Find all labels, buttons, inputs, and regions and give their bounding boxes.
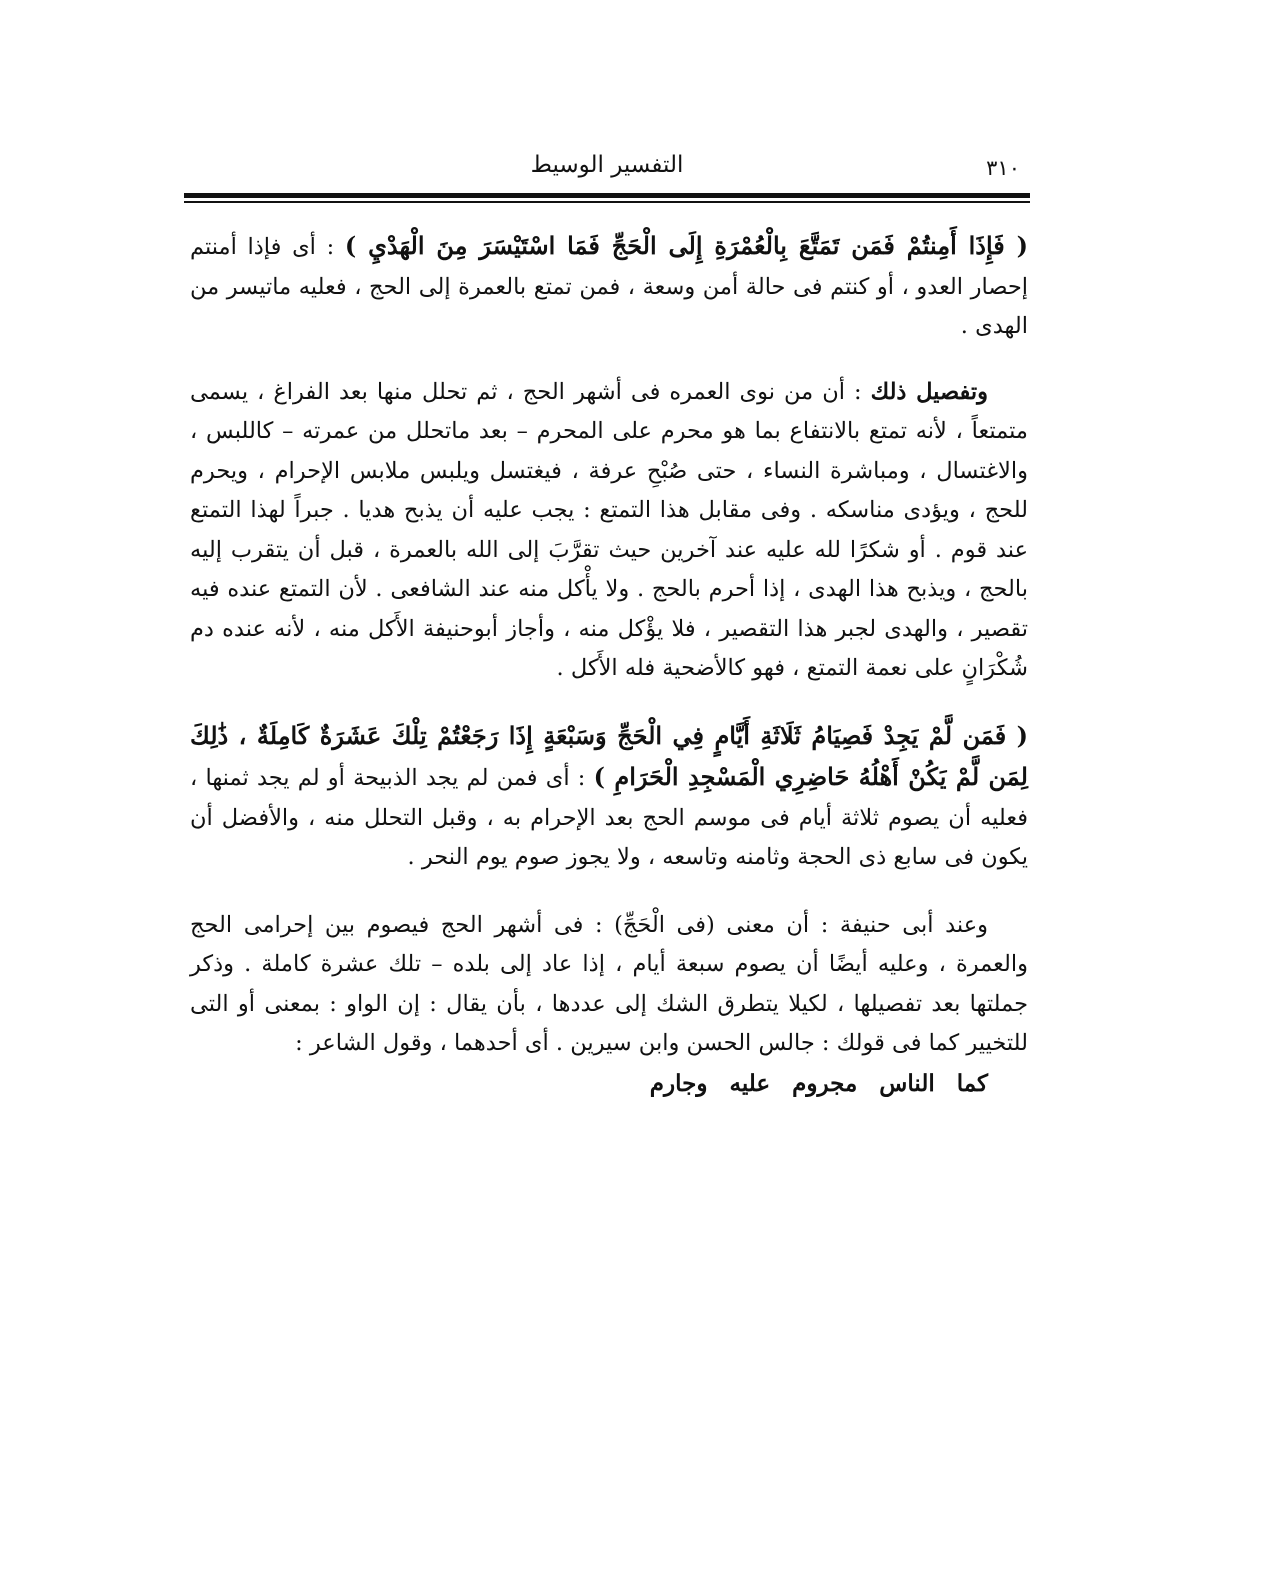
header-rule-thin <box>184 201 1030 203</box>
paragraph-lead: وتفصيل ذلك <box>870 378 988 405</box>
paragraph-text: : أن من نوى العمره فى أشهر الحج ، ثم تحلل منها بعد الفراغ ، يسمى متمتعاً ، لأنه تمتع بالانتفاع بما هو محرم على المحرم – بعد ماتحلل من عمرته – كاللبس ، والاغتسال ، ومباشرة النساء ، حتى صُبْحِ عرفة ، فيغتسل ويلبس ملابس الإحرام ، ويحرم للحج ، ويؤدى مناسكه . وفى مقابل هذا التمتع : يجب عليه أن يذبح هديا . جبراً لهذا التمتع عند قوم . أو شكرًا لله عليه عند آخرين حيث تقرَّبَ إلى الله بالعمرة ، قبل أن يتقرب إليه بالحج ، ويذبح هذا الهدى ، إذا أحرم بالحج . ولا يأْكل منه عند الشافعى . لأن التمتع عنده فيه تقصير ، والهدى لجبر هذا التقصير ، فلا يؤْكل منه ، وأجاز أبوحنيفة الأَكل منه ، لأنه عنده دم شُكْرَانٍ على نعمة التمتع ، فهو كالأضحية فله الأَكل . <box>190 378 1028 681</box>
header-rule-thick <box>184 193 1030 198</box>
paragraph-text: : أى فإذا أمنتم إحصار العدو ، أو كنتم فى حالة أمن وسعة ، فمن تمتع بالعمرة إلى الحج ، فعليه ماتيسر من الهدى . <box>190 234 1028 339</box>
page-body <box>190 226 1028 1104</box>
paragraph-4 <box>190 906 1028 1064</box>
poetry-line: كما الناس مجروم عليه وجارم <box>649 1069 988 1097</box>
quran-verse: ( فَمَن لَّمْ يَجِدْ فَصِيَامُ ثَلَاثَةِ أَيَّامٍ فِي الْحَجِّ وَسَبْعَةٍ إِذَا رَجَعْتُمْ تِلْكَ عَشَرَةٌ كَامِلَةٌ ، ذَٰلِكَ لِمَن لَّمْ يَكُنْ أَهْلُهُ حَاضِرِي الْمَسْجِدِ الْحَرَامِ ) <box>190 720 1028 791</box>
page-number: ٣١٠ <box>986 156 1020 180</box>
paragraph-text: وعند أبى حنيفة : أن معنى (فى الْحَجِّ) : فى أشهر الحج فيصوم بين إحرامى الحج والعمرة ، وعليه أيضًا أن يصوم سبعة أيام ، إذا عاد إلى بلده – تلك عشرة كاملة . وذكر جملتها بعد تفصيلها ، لكيلا يتطرق الشك إلى عددها ، بأن يقال : إن الواو : بمعنى أو التى للتخيير كما فى قولك : جالس الحسن وابن سيرين . أى أحدهما ، وقول الشاعر : <box>190 911 1028 1056</box>
paragraph-3 <box>190 716 1028 878</box>
quran-verse: ( فَإِذَا أَمِنتُمْ فَمَن تَمَتَّعَ بِالْعُمْرَةِ إِلَى الْحَجِّ فَمَا اسْتَيْسَرَ مِنَ الْهَدْيِ ) <box>344 231 1028 260</box>
page-header <box>184 150 1030 190</box>
paragraph-2 <box>190 373 1028 689</box>
paragraph-text: : أى فمن لم يجد الذبيحة أو لم يجد ثمنها ، فعليه أن يصوم ثلاثة أيام فى موسم الحج بعد الإحرام به ، وقبل التحلل منه ، والأفضل أن يكون فى سابع ذى الحجة وثامنه وتاسعه ، ولا يجوز صوم يوم النحر . <box>190 765 1028 870</box>
paragraph-1 <box>190 226 1028 347</box>
running-title: التفسير الوسيط <box>530 152 684 178</box>
